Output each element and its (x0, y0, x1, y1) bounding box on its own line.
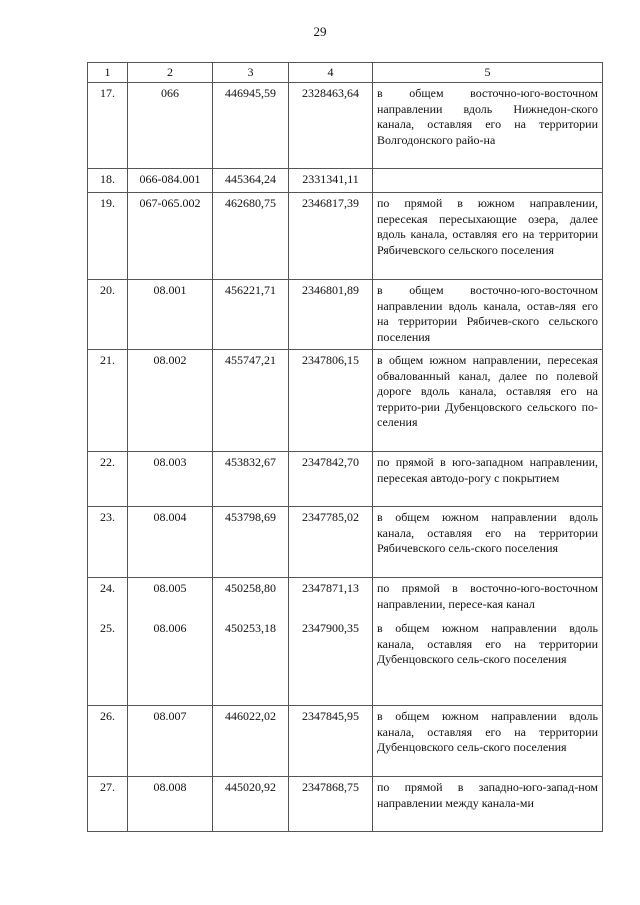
header-row (88, 63, 603, 83)
segment-description: в общем южном направлении, пересекая обвалованный канал, далее по полевой дороге вдоль канала, оставляя его на террито-рии Дубенцовского сельского по-селения (373, 350, 603, 452)
coord-x: 445364,24 (213, 169, 289, 193)
header-cell-4: 4 (289, 63, 373, 83)
table-row (88, 169, 603, 193)
page-number: 29 (313, 24, 327, 39)
coord-x-pair (213, 578, 289, 706)
coord-y: 2346801,89 (289, 280, 373, 350)
coord-y: 2347868,75 (289, 777, 373, 832)
segment-description: в общем восточно-юго-восточном направлении вдоль канала, остав-ляя его на территории Рябичев-ского сельского поселения (373, 280, 603, 350)
table-row (88, 507, 603, 578)
segment-description: в общем восточно-юго-восточном направлении вдоль Нижнедон-ского канала, оставляя его на территории Волгодонского райо-на (373, 83, 603, 169)
coord-x: 456221,71 (213, 280, 289, 350)
row-number: 26. (88, 706, 128, 777)
row-number: 19. (88, 193, 128, 280)
row-number: 18. (88, 169, 128, 193)
segment-description (373, 169, 603, 193)
coord-y: 2347900,35 (302, 620, 359, 635)
row-number: 24. (100, 581, 115, 595)
point-code-pair (128, 578, 213, 706)
segment-description: в общем южном направлении вдоль канала, оставляя его на территории Дубенцовского сель-ского поселения (377, 621, 598, 666)
row-number: 17. (88, 83, 128, 169)
coord-x: 455747,21 (213, 350, 289, 452)
header-cell-5: 5 (373, 63, 603, 83)
coord-x: 446022,02 (213, 706, 289, 777)
segment-description: по прямой в восточно-юго-восточном направлении, пересе-кая канал (377, 581, 598, 611)
coord-y: 2328463,64 (289, 83, 373, 169)
segment-description: по прямой в юго-западном направлении, пересекая автодо-рогу с покрытием (373, 452, 603, 507)
header-cell-3: 3 (213, 63, 289, 83)
point-code: 08.001 (128, 280, 213, 350)
coord-y: 2331341,11 (289, 169, 373, 193)
coord-y: 2346817,39 (289, 193, 373, 280)
table-row (88, 452, 603, 507)
coord-x: 446945,59 (213, 83, 289, 169)
row-number: 20. (88, 280, 128, 350)
boundary-table (87, 62, 603, 832)
row-number: 21. (88, 350, 128, 452)
table-row (88, 350, 603, 452)
row-number: 27. (88, 777, 128, 832)
point-code: 08.005 (153, 581, 187, 595)
row-number: 25. (100, 620, 115, 635)
coord-x: 462680,75 (213, 193, 289, 280)
point-code: 066 (128, 83, 213, 169)
point-code: 08.006 (153, 620, 187, 635)
point-code: 08.007 (128, 706, 213, 777)
row-number: 23. (88, 507, 128, 578)
coord-x: 445020,92 (213, 777, 289, 832)
segment-description: в общем южном направлении вдоль канала, оставляя его на территории Дубенцовского сель-ского поселения (373, 706, 603, 777)
table-row (88, 578, 603, 706)
row-number-pair (88, 578, 128, 706)
segment-description: в общем южном направлении вдоль канала, оставляя его на территории Рябичевского сель-ского поселения (373, 507, 603, 578)
point-code: 067-065.002 (128, 193, 213, 280)
coord-x: 450253,18 (225, 620, 276, 635)
coord-y: 2347845,95 (289, 706, 373, 777)
point-code: 08.004 (128, 507, 213, 578)
coord-x: 453798,69 (213, 507, 289, 578)
table-row (88, 193, 603, 280)
coord-x: 453832,67 (213, 452, 289, 507)
segment-description: по прямой в южном направлении, пересекая пересыхающие озера, далее вдоль канала, оставляя его на территории Рябичевского сельского поселения (373, 193, 603, 280)
segment-description: по прямой в западно-юго-запад-ном направлении между канала-ми (373, 777, 603, 832)
table-row (88, 706, 603, 777)
table-row (88, 777, 603, 832)
header-cell-2: 2 (128, 63, 213, 83)
table-row (88, 83, 603, 169)
segment-description-pair (373, 578, 603, 706)
header-cell-1: 1 (88, 63, 128, 83)
coord-y: 2347871,13 (302, 581, 359, 595)
coord-y-pair (289, 578, 373, 706)
coord-y: 2347842,70 (289, 452, 373, 507)
point-code: 08.002 (128, 350, 213, 452)
point-code: 08.003 (128, 452, 213, 507)
coord-x: 450258,80 (225, 581, 276, 595)
point-code: 08.008 (128, 777, 213, 832)
table-row (88, 280, 603, 350)
coord-y: 2347785,02 (289, 507, 373, 578)
point-code: 066-084.001 (128, 169, 213, 193)
coord-y: 2347806,15 (289, 350, 373, 452)
row-number: 22. (88, 452, 128, 507)
